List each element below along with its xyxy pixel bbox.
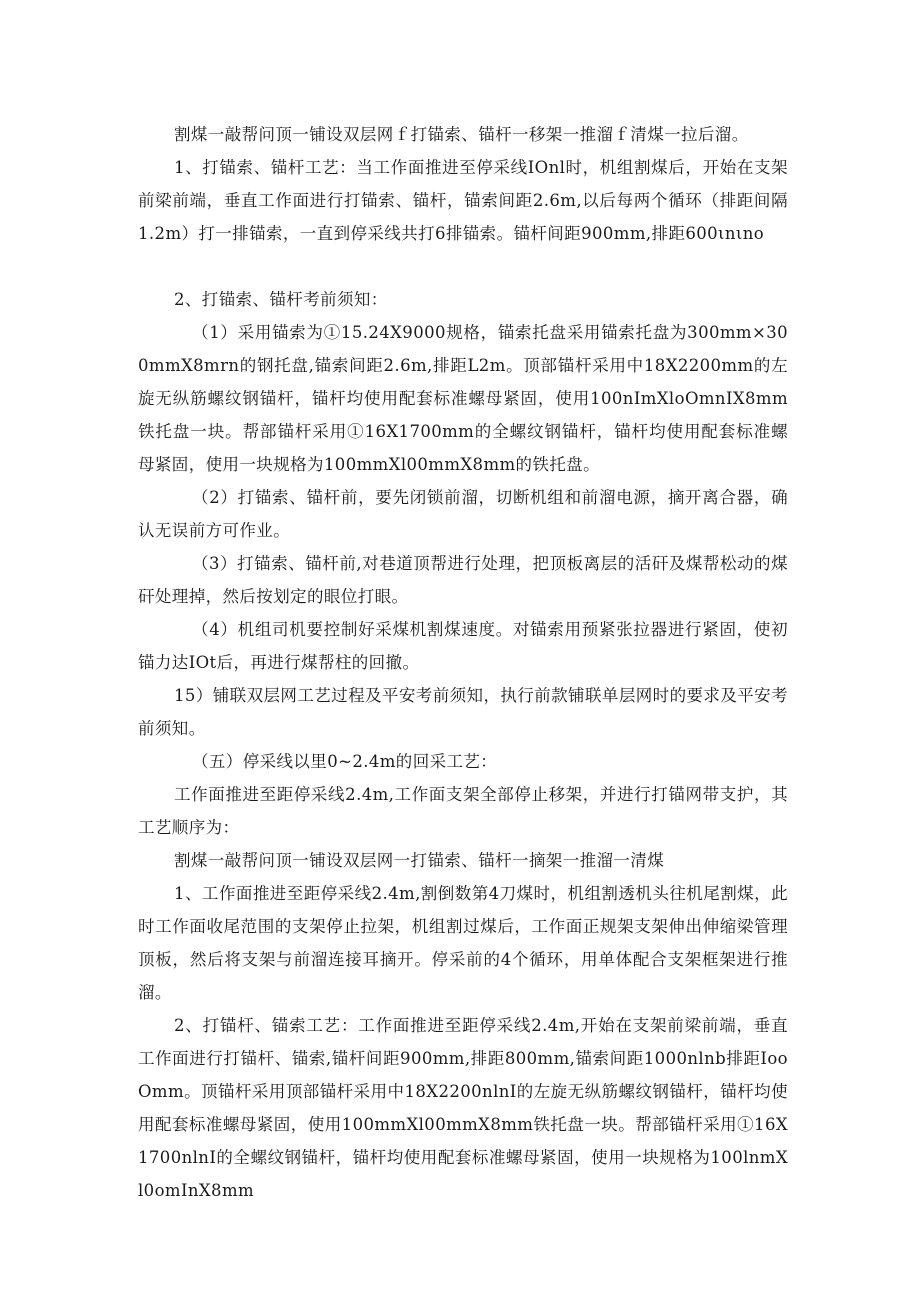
section-heading-5: （五）停采线以里0~2.4m的回采工艺： [192, 752, 498, 771]
paragraph-process-sequence-1: 割煤一敲帮问顶一铺设双层网ｆ打锚索、锚杆一移架一推溜ｆ清煤一拉后溜。 [174, 125, 749, 144]
paragraph-note-5: 15）铺联双层网工艺过程及平安考前须知，执行前款铺联单层网时的要求及平安考前须知。 [138, 686, 788, 738]
paragraph-note-1: （1）采用锚索为①15.24X9000规格，锚索托盘采用锚索托盘为300mm×300mmX8mrn的钢托盘,锚索间距2.6m,排距L2m。顶部锚杆采用中18X2200mm的左旋无纵筋螺纹钢锚杆，锚杆均使用配套标准螺母紧固，使用100nImXloOmnIX8mm铁托盘一块。帮部锚杆采用①16X1700mm的全螺纹钢锚杆，锚杆均使用配套标准螺母紧固，使用一块规格为100mmXl00mmX8mm的铁托盘。 [138, 323, 788, 474]
paragraph-note-3: （3）打锚索、锚杆前,对巷道顶帮进行处理，把顶板离层的活矸及煤帮松动的煤矸处理掉，然后按划定的眼位打眼。 [138, 554, 788, 606]
paragraph-anchor-process: 1、打锚索、锚杆工艺：当工作面推进至停采线IOnl时，机组割煤后，开始在支架前梁前端，垂直工作面进行打锚索、锚杆，锚索间距2.6m,以后每两个循环（排距间隔1.2m）打一排锚索，一直到停采线共打6排锚索。锚杆间距900mm,排距600ιnιno [138, 158, 788, 243]
paragraph-anchor-notes-heading: 2、打锚索、锚杆考前须知： [174, 290, 388, 309]
paragraph-note-2: （2）打锚索、锚杆前，要先闭锁前溜，切断机组和前溜电源，摘开离合器，确认无误前方可作业。 [138, 488, 788, 540]
paragraph-final-step-2: 2、打锚杆、锚索工艺：工作面推进至距停采线2.4m,开始在支架前梁前端，垂直工作面进行打锚杆、锚索,锚杆间距900mm,排距800mm,锚索间距1000nlnb排距IooOmm。顶锚杆采用顶部锚杆采用中18X2200nlnI的左旋无纵筋螺纹钢锚杆，锚杆均使用配套标准螺母紧固，使用100mmXl00mmX8mm铁托盘一块。帮部锚杆采用①16X1700nlnI的全螺纹钢锚杆，锚杆均使用配套标准螺母紧固，使用一块规格为100lnmXl0omInX8mm [138, 1016, 788, 1200]
paragraph-final-step-1: 1、工作面推进至距停采线2.4m,割倒数第4刀煤时，机组割透机头往机尾割煤，此时工作面收尾范围的支架停止拉架，机组割过煤后，工作面正规架支架伸出伸缩梁管理顶板，然后将支架与前溜连接耳摘开。停采前的4个循环，用单体配合支架框架进行推溜。 [138, 884, 788, 1002]
paragraph-final-stage-intro: 工作面推进至距停采线2.4m,工作面支架全部停止移架，并进行打锚网带支护，其工艺顺序为： [138, 785, 788, 837]
paragraph-note-4: （4）机组司机要控制好采煤机割煤速度。对锚索用预紧张拉器进行紧固，使初锚力达IOt后，再进行煤帮柱的回撤。 [138, 620, 788, 672]
paragraph-process-sequence-2: 割煤一敲帮问顶一铺设双层网一打锚索、锚杆一摘架一推溜一清煤 [174, 851, 665, 870]
